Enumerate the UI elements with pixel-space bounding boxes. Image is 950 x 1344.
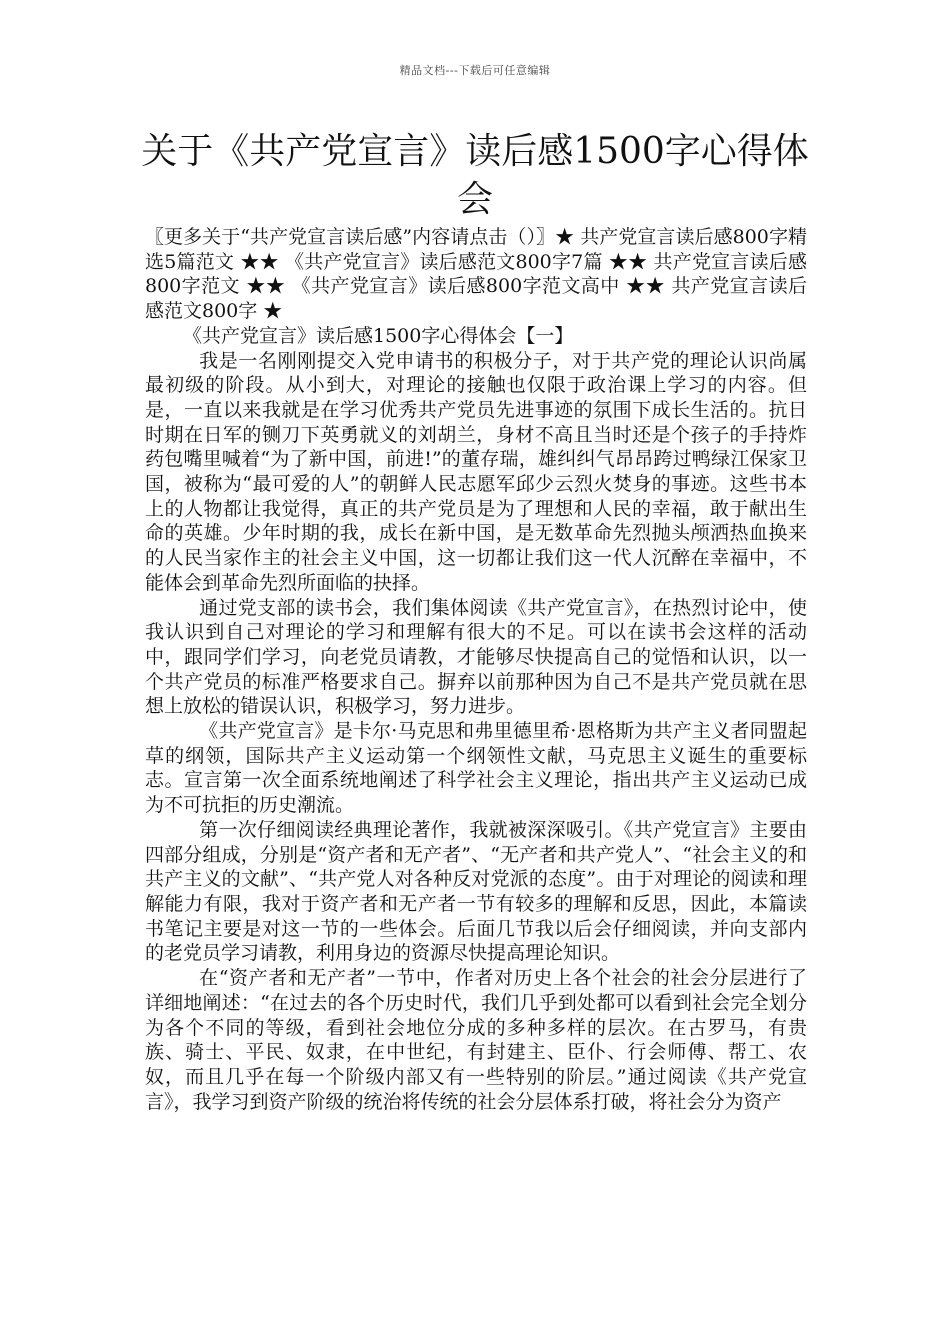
page-header-note: 精品文档---下载后可任意编辑 <box>399 64 551 77</box>
body-paragraph: 第一次仔细阅读经典理论著作，我就被深深吸引。《共产党宣言》主要由四部分组成，分别是“资产者和无产者”、“无产者和共产党人”、“社会主义的和共产主义的文献”、“共产党人对各种反对党派的态度”。由于对理论的阅读和理解能力有限，我对于资产者和无产者一节有较多的理解和反思，因此，本篇读书笔记主要是对这一节的一些体会。后面几节我以后会仔细阅读，并向支部内的老党员学习请教，利用身边的资源尽快提高理论知识。 <box>145 818 807 965</box>
body-paragraph: 通过党支部的读书会，我们集体阅读《共产党宣言》，在热烈讨论中，使我认识到自己对理论的学习和理解有很大的不足。可以在读书会这样的活动中，跟同学们学习，向老党员请教，才能够尽快提高自己的觉悟和认识，以一个共产党员的标准严格要求自己。摒弃以前那种因为自己不是共产党员就在思想上放松的错误认识，积极学习，努力进步。 <box>145 596 807 718</box>
related-links-line: 〖更多关于“共产党宣言读后感”内容请点击（）〗★ 共产党宣言读后感800字精选5篇范文 ★★ 《共产党宣言》读后感范文800字7篇 ★★ 共产党宣言读后感800字范文 ★★ 《共产党宣言》读后感800字范文高中 ★★ 共产党宣言读后感范文800字 ★ <box>145 226 807 323</box>
document-title: 关于《共产党宣言》读后感1500字心得体会 <box>141 131 809 220</box>
body-paragraph: 《共产党宣言》是卡尔·马克思和弗里德里希·恩格斯为共产主义者同盟起草的纲领，国际共产主义运动第一个纲领性文献，马克思主义诞生的重要标志。宣言第一次全面系统地阐述了科学社会主义理论，指出共产主义运动已成为不可抗拒的历史潮流。 <box>145 720 807 817</box>
body-paragraph: 在“资产者和无产者”一节中，作者对历史上各个社会的社会分层进行了详细地阐述：“在过去的各个历史时代，我们几乎到处都可以看到社会完全划分为各个不同的等级，看到社会地位分成的多种多样的层次。在古罗马，有贵族、骑士、平民、奴隶，在中世纪，有封建主、臣仆、行会师傅、帮工、农奴，而且几乎在每一个阶级内部又有一些特别的阶层。”通过阅读《共产党宣言》，我学习到资产阶级的统治将传统的社会分层体系打破，将社会分为资产 <box>145 967 807 1113</box>
document-body <box>145 225 807 1114</box>
section-heading: 《共产党宣言》读后感1500字心得体会【一】 <box>183 324 574 347</box>
body-paragraph: 我是一名刚刚提交入党申请书的积极分子，对于共产党的理论认识尚属最初级的阶段。从小到大，对理论的接触也仅限于政治课上学习的内容。但是，一直以来我就是在学习优秀共产党员先进事迹的氛围下成长生活的。抗日时期在日军的铡刀下英勇就义的刘胡兰，身材不高且当时还是个孩子的手持炸药包嘴里喊着“为了新中国，前进!”的董存瑞，雄纠纠气昂昂跨过鸭绿江保家卫国，被称为“最可爱的人”的朝鲜人民志愿军邱少云烈火焚身的事迹。这些书本上的人物都让我觉得，真正的共产党员是为了理想和人民的幸福，敢于献出生命的英雄。少年时期的我，成长在新中国，是无数革命先烈抛头颅洒热血换来的人民当家作主的社会主义中国，这一切都让我们这一代人沉醉在幸福中，不能体会到革命先烈所面临的抉择。 <box>145 349 807 594</box>
